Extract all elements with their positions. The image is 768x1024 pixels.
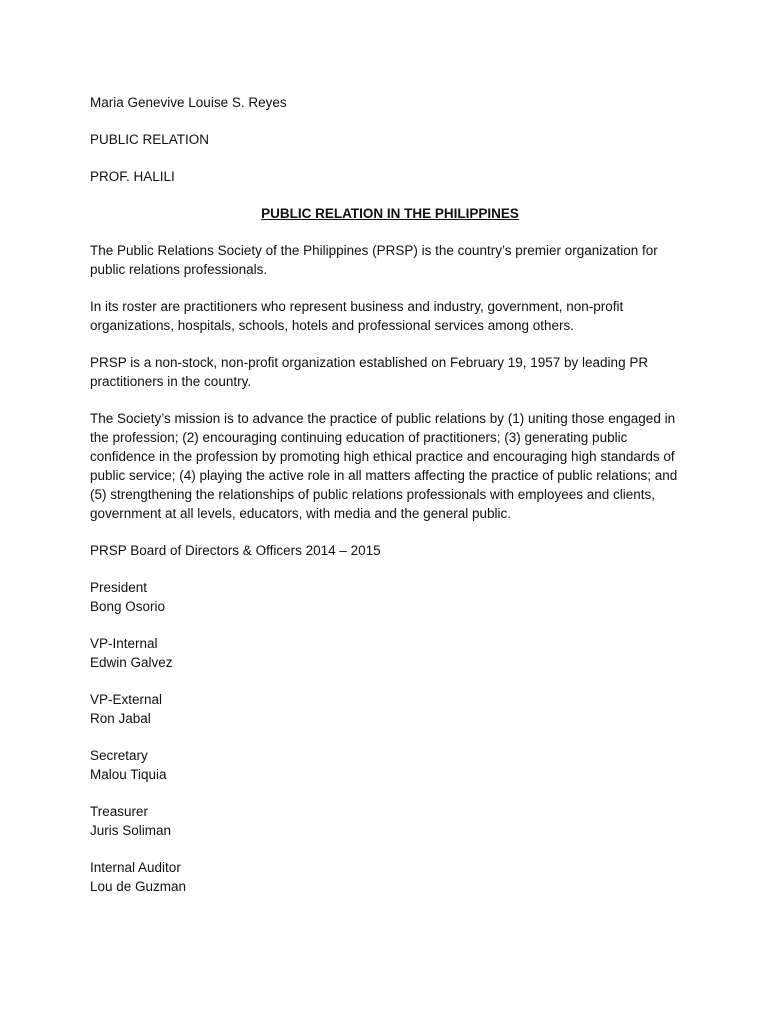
officer-name: Malou Tiquia bbox=[90, 767, 167, 782]
officer-treasurer bbox=[90, 802, 690, 840]
author-name: Maria Genevive Louise S. Reyes bbox=[90, 95, 287, 110]
board-heading: PRSP Board of Directors & Officers 2014 – 2015 bbox=[90, 543, 381, 558]
officer-internal-auditor bbox=[90, 858, 690, 896]
officer-role: Secretary bbox=[90, 748, 148, 763]
officer-name: Ron Jabal bbox=[90, 711, 151, 726]
officer-role: VP-External bbox=[90, 692, 163, 707]
paragraph-establishment: PRSP is a non-stock, non-profit organization established on February 19, 1957 by leading PR practitioners in the country. bbox=[90, 355, 649, 389]
officer-role: Internal Auditor bbox=[90, 860, 181, 875]
paragraph-mission: The Society’s mission is to advance the practice of public relations by (1) uniting those engaged in the profession; (2) encouraging continuing education of practitioners; (3) generating public confidence in the profession by promoting high ethical practice and encouraging high standards of public service; (4) playing the active role in all matters affecting the practice of public relations; and (5) strengthening the relationships of public relations professionals with employees and clients, government at all levels, educators, with media and the general public. bbox=[90, 411, 678, 521]
officer-name: Juris Soliman bbox=[90, 823, 172, 838]
officer-name: Bong Osorio bbox=[90, 599, 166, 614]
document-title: PUBLIC RELATION IN THE PHILIPPINES bbox=[261, 206, 519, 221]
officer-secretary bbox=[90, 746, 690, 784]
officer-vp-external bbox=[90, 690, 690, 728]
subject-line: PUBLIC RELATION bbox=[90, 132, 210, 147]
officer-name: Edwin Galvez bbox=[90, 655, 173, 670]
paragraph-roster: In its roster are practitioners who represent business and industry, government, non-profit organizations, hospitals, schools, hotels and professional services among others. bbox=[90, 299, 624, 333]
document-page bbox=[90, 93, 690, 896]
officer-name: Lou de Guzman bbox=[90, 879, 187, 894]
officer-role: VP-Internal bbox=[90, 636, 158, 651]
officer-president bbox=[90, 578, 690, 616]
officer-role: President bbox=[90, 580, 148, 595]
paragraph-intro: The Public Relations Society of the Philippines (PRSP) is the country’s premier organization for public relations professionals. bbox=[90, 243, 658, 277]
officer-role: Treasurer bbox=[90, 804, 149, 819]
officer-vp-internal bbox=[90, 634, 690, 672]
professor-line: PROF. HALILI bbox=[90, 169, 175, 184]
